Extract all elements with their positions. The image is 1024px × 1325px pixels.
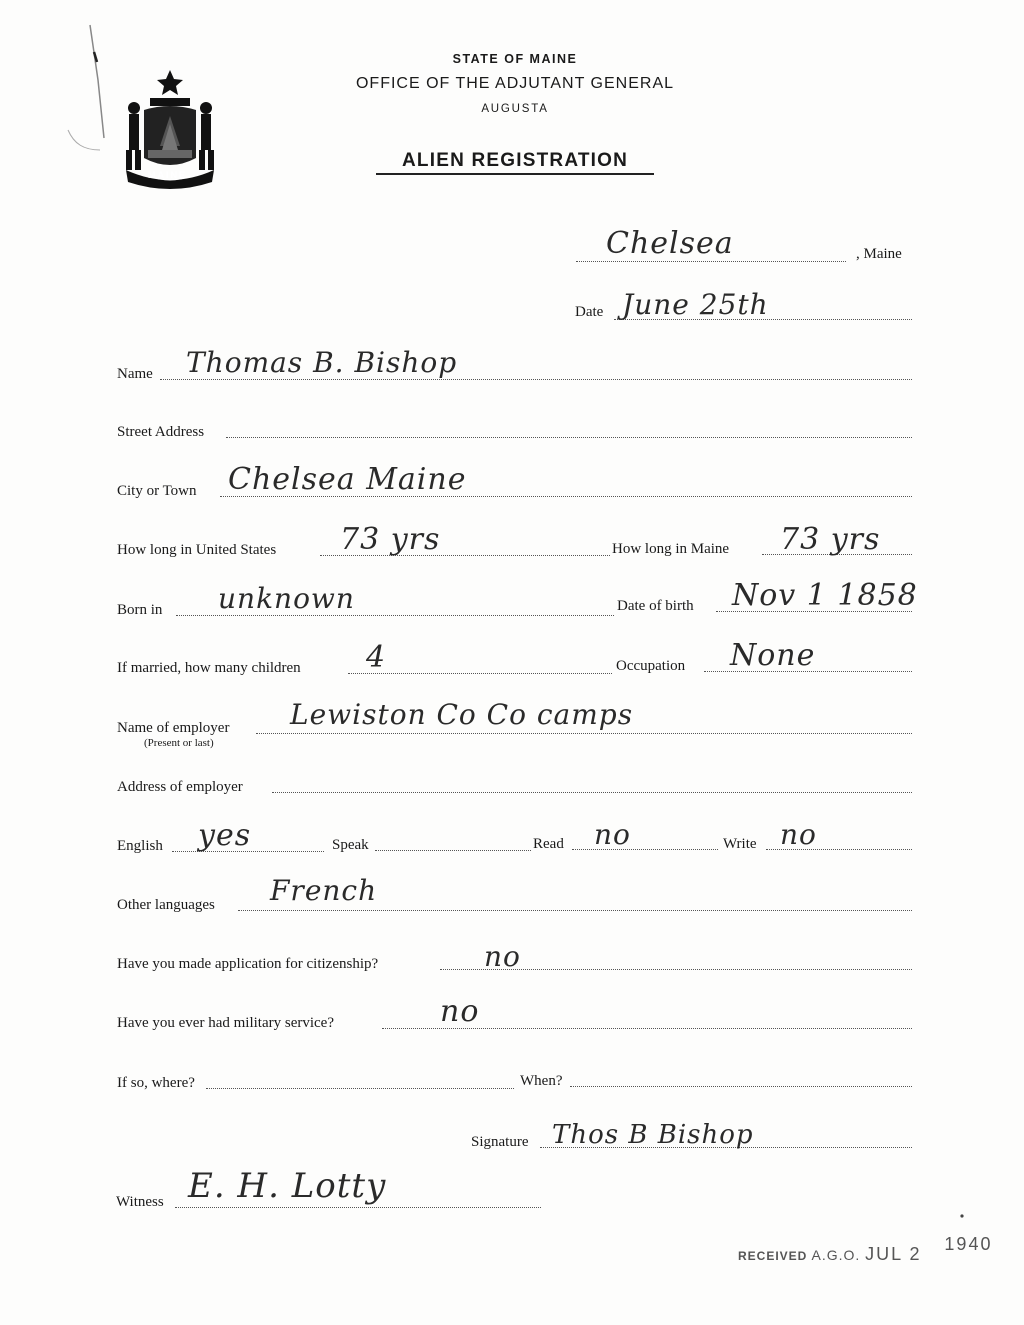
employer-value: Lewiston Co Co camps — [290, 698, 634, 731]
occupation-value: None — [730, 638, 816, 673]
city-value: Chelsea Maine — [228, 462, 467, 497]
stamp-office: A.G.O. — [811, 1247, 861, 1263]
english-label: English — [117, 838, 163, 854]
military-value: no — [440, 994, 480, 1029]
stamp-received: RECEIVED — [738, 1249, 808, 1263]
signature-value: Thos B Bishop — [552, 1120, 754, 1150]
employer-line — [256, 733, 912, 734]
header-state: STATE OF MAINE — [452, 52, 578, 66]
seal-motto: MAINE — [148, 170, 187, 180]
english-value: yes — [198, 818, 252, 853]
citizenship-value: no — [484, 940, 521, 973]
speak-label: Speak — [332, 837, 369, 853]
name-value: Thomas B. Bishop — [186, 346, 458, 379]
town-suffix-label: , Maine — [856, 246, 902, 262]
us-label: How long in United States — [117, 542, 277, 558]
stamp-date: JUL 2 — [865, 1244, 922, 1264]
when-label: When? — [520, 1073, 563, 1089]
occupation-label: Occupation — [616, 658, 686, 674]
header-city: AUGUSTA — [481, 103, 549, 115]
street-label: Street Address — [117, 424, 205, 440]
children-value: 4 — [366, 640, 387, 675]
witness-label: Witness — [116, 1194, 164, 1210]
town-value: Chelsea — [606, 226, 734, 261]
when-line — [570, 1086, 912, 1087]
employer-address-label: Address of employer — [117, 779, 243, 795]
maine-label: How long in Maine — [612, 541, 730, 557]
witness-value: E. H. Lotty — [188, 1166, 387, 1206]
signature-label: Signature — [471, 1134, 529, 1150]
read-label: Read — [533, 836, 564, 852]
us-value: 73 yrs — [340, 522, 441, 557]
where-label: If so, where? — [117, 1075, 195, 1091]
stamp-year: 1940 — [944, 1234, 993, 1254]
write-label: Write — [723, 836, 757, 852]
employer-address-line — [272, 792, 912, 793]
citizenship-label: Have you made application for citizenship? — [117, 956, 379, 972]
other-languages-value: French — [270, 874, 378, 907]
dob-label: Date of birth — [617, 598, 694, 614]
employer-sublabel: (Present or last) — [144, 737, 214, 749]
born-label: Born in — [117, 602, 163, 618]
born-line — [176, 615, 614, 616]
name-line — [160, 379, 912, 380]
write-value: no — [780, 818, 817, 851]
employer-label: Name of employer — [117, 720, 230, 736]
read-value: no — [594, 818, 631, 851]
dob-value: Nov 1 1858 — [732, 578, 918, 613]
maine-value: 73 yrs — [780, 522, 881, 557]
other-languages-line — [238, 910, 912, 911]
witness-line — [175, 1207, 541, 1208]
received-stamp — [738, 1234, 993, 1265]
street-line — [226, 437, 912, 438]
header-office: OFFICE OF THE ADJUTANT GENERAL — [355, 75, 675, 92]
other-languages-label: Other languages — [117, 897, 215, 913]
born-value: unknown — [218, 582, 355, 615]
date-label: Date — [575, 304, 604, 320]
margin-scratch-marks — [60, 20, 120, 160]
town-line — [576, 261, 846, 262]
name-label: Name — [117, 366, 153, 382]
date-value: June 25th — [622, 288, 769, 321]
children-label: If married, how many children — [117, 660, 301, 676]
city-label: City or Town — [117, 483, 197, 499]
where-line — [206, 1088, 514, 1089]
military-label: Have you ever had military service? — [117, 1015, 334, 1031]
speak-line — [375, 850, 531, 851]
children-line — [348, 673, 612, 674]
speck-mark — [958, 1212, 966, 1220]
form-title: ALIEN REGISTRATION — [376, 150, 654, 175]
